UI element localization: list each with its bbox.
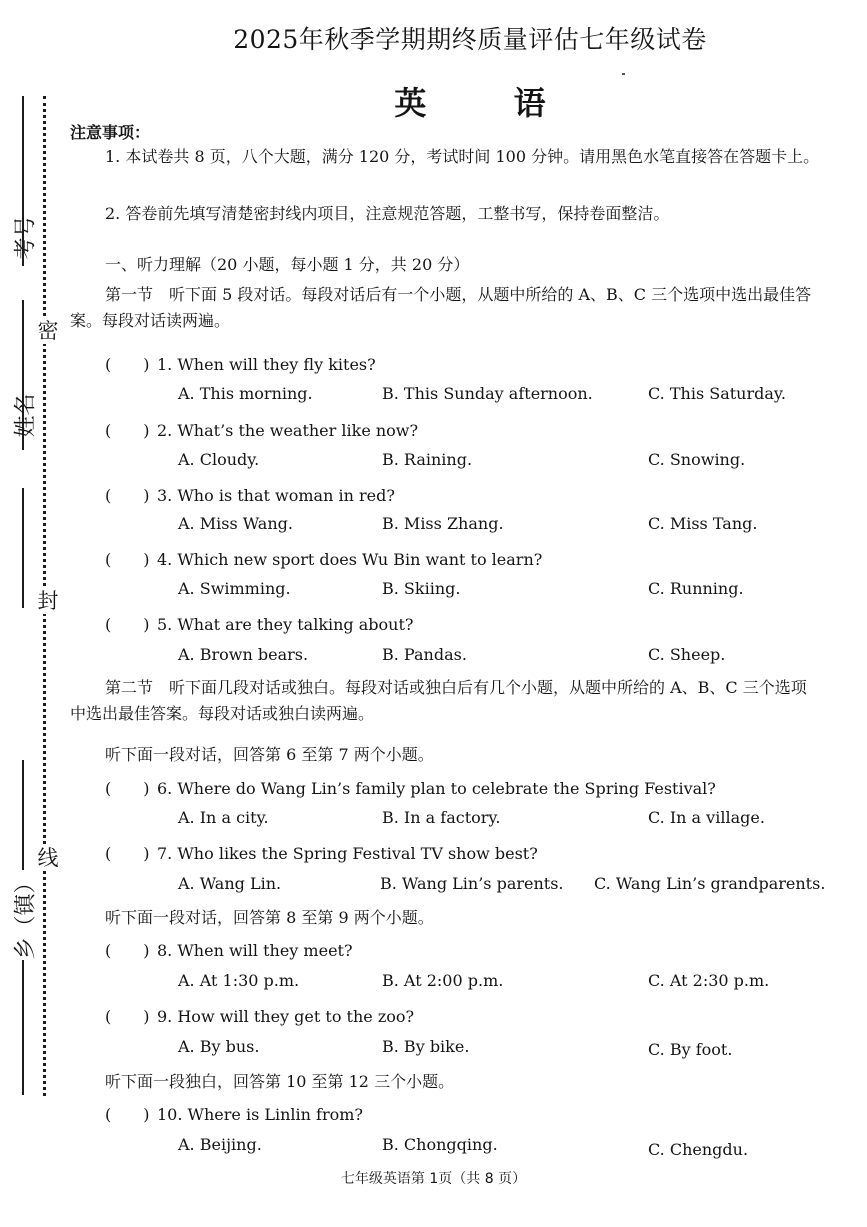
question-8 [105,938,353,961]
question-text: 4. Which new sport does Wu Bin want to learn? [157,550,543,569]
question-1 [105,352,376,375]
question-text: 7. Who likes the Spring Festival TV show best? [157,844,538,863]
option-c: C. Running. [648,579,744,598]
option-a: A. By bus. [178,1037,260,1056]
notes-item-2: 2. 答卷前先填写清楚密封线内项目，注意规范答题，工整书写，保持卷面整洁。 [105,204,670,223]
group-6-7-intro: 听下面一段对话，回答第 6 至第 7 两个小题。 [105,745,434,764]
seal-char-xian: 线 [37,846,59,870]
binding-margin [0,0,70,1227]
group-10-12-intro: 听下面一段独白，回答第 10 至第 12 三个小题。 [105,1072,455,1091]
option-b: B. In a factory. [382,808,501,827]
answer-blank: ( ) [105,779,150,798]
answer-blank: ( ) [105,615,150,634]
answer-blank: ( ) [105,844,150,863]
question-3 [105,483,395,506]
option-a: A. Brown bears. [178,645,309,664]
question-5 [105,612,413,635]
print-speck [622,73,625,75]
option-a: A. Beijing. [178,1135,262,1154]
blank-line [22,488,24,608]
notes-item-1: 1. 本试卷共 8 页，八个大题，满分 120 分，考试时间 100 分钟。请用黑色水笔直接答在答题卡上。 [105,147,820,166]
group-8-9-intro: 听下面一段对话，回答第 8 至第 9 两个小题。 [105,908,434,927]
answer-blank: ( ) [105,1007,150,1026]
question-text: 5. What are they talking about? [157,615,414,634]
option-b: B. By bike. [382,1037,470,1056]
question-10 [105,1102,363,1125]
option-b: B. Wang Lin’s parents. [380,874,564,893]
option-c: C. Wang Lin’s grandparents. [594,874,826,893]
question-text: 9. How will they get to the zoo? [157,1007,415,1026]
subject-title: 英 语 [394,84,584,122]
question-7 [105,841,538,864]
option-c: C. At 2:30 p.m. [648,971,770,990]
answer-blank: ( ) [105,550,150,569]
question-text: 8. When will they meet? [157,941,353,960]
town-label: 乡（镇） [13,871,39,960]
town-line [22,760,24,870]
option-b: B. Raining. [382,450,473,469]
option-a: A. Cloudy. [178,450,260,469]
option-b: B. Chongqing. [382,1135,498,1154]
notes-heading: 注意事项： [70,123,151,142]
question-text: 1. When will they fly kites? [157,355,376,374]
answer-blank: ( ) [105,355,150,374]
question-4 [105,547,542,570]
option-a: A. In a city. [178,808,269,827]
page-title: 2025年秋季学期期终质量评估七年级试卷 [233,25,707,54]
option-c: C. Sheep. [648,645,726,664]
option-a: A. This morning. [178,384,313,403]
question-9 [105,1004,414,1027]
seal-char-mi: 密 [37,319,59,343]
option-c: C. Snowing. [648,450,746,469]
answer-blank: ( ) [105,1105,150,1124]
option-b: B. This Sunday afternoon. [382,384,593,403]
seal-char-feng: 封 [37,589,59,613]
name-label: 姓名 [13,393,39,438]
town-line-lower [22,960,24,1095]
page-footer: 七年级英语第 1页（共 8 页） [340,1171,527,1187]
question-2 [105,418,418,441]
question-text: 3. Who is that woman in red? [157,486,395,505]
question-text: 10. Where is Linlin from? [157,1105,363,1124]
option-c: C. Miss Tang. [648,514,758,533]
option-a: A. Wang Lin. [178,874,282,893]
answer-blank: ( ) [105,421,150,440]
question-text: 2. What’s the weather like now? [157,421,419,440]
option-b: B. At 2:00 p.m. [382,971,504,990]
answer-blank: ( ) [105,486,150,505]
option-c: C. By foot. [648,1040,733,1059]
part1-heading: 一、听力理解（20 小题，每小题 1 分，共 20 分） [105,255,470,274]
answer-blank: ( ) [105,941,150,960]
option-c: C. Chengdu. [648,1140,749,1159]
section1-intro: 第一节 听下面 5 段对话。每段对话后有一个小题，从题中所给的 A、B、C 三个选项中选出最佳答案。每段对话读两遍。 [70,285,812,330]
question-text: 6. Where do Wang Lin’s family plan to celebrate the Spring Festival? [157,779,716,798]
option-a: A. At 1:30 p.m. [178,971,300,990]
option-c: C. In a village. [648,808,765,827]
option-c: C. This Saturday. [648,384,786,403]
option-a: A. Swimming. [178,579,291,598]
option-b: B. Miss Zhang. [382,514,504,533]
option-b: B. Skiing. [382,579,461,598]
question-6 [105,776,716,799]
section2-intro: 第二节 听下面几段对话或独白。每段对话或独白后有几个小题，从题中所给的 A、B、C 三个选项中选出最佳答案。每段对话或独白读两遍。 [70,678,807,723]
option-a: A. Miss Wang. [178,514,293,533]
exam-no-label: 考号 [13,215,39,260]
option-b: B. Pandas. [382,645,467,664]
